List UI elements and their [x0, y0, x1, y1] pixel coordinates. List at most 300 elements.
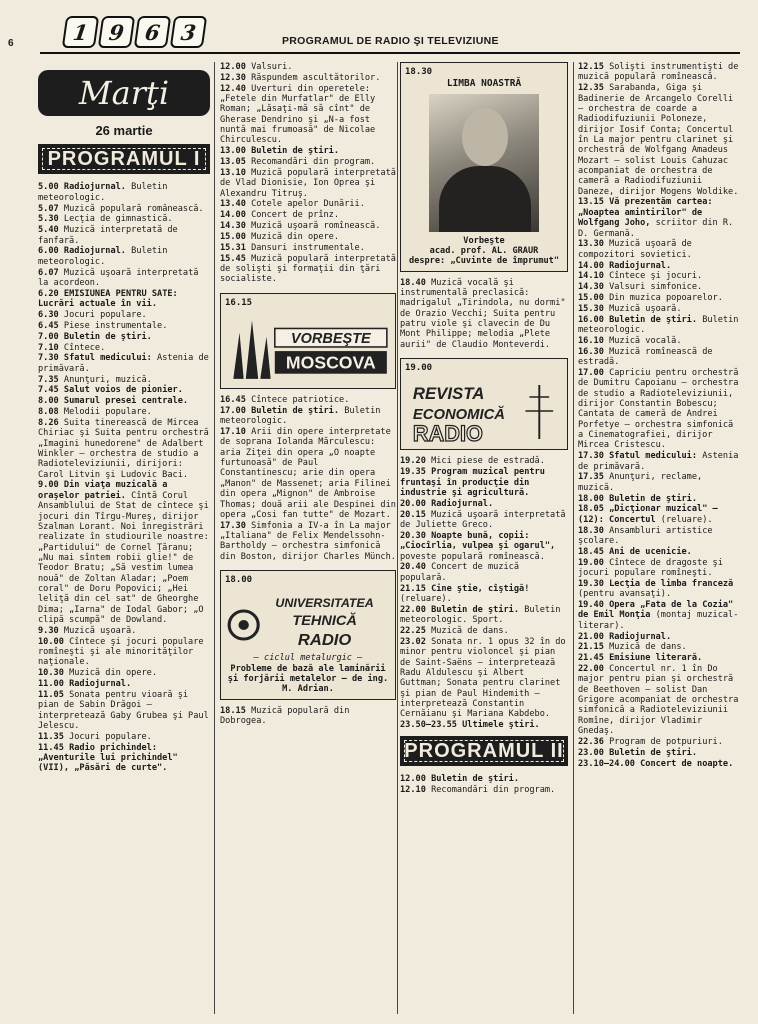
column-1 [38, 62, 210, 774]
entry-time: 22.25 [400, 625, 426, 636]
entry-description: Anunţuri, reclame, muzică. [578, 472, 703, 493]
entry-description: Lecţia de gimnastică. [63, 214, 173, 225]
schedule-entry [578, 653, 740, 663]
schedule-entry [38, 310, 210, 320]
entry-time: 15.31 [220, 242, 246, 253]
entry-time: 20.40 [400, 562, 426, 573]
entry-description: Muzică populară interpretată de solişti şi formaţii din ţări socialiste. [220, 253, 396, 285]
entry-title: Vă prezentăm cartea: „Noaptea amintirilor" de Wolfgang Joho, [578, 197, 713, 229]
entry-time: 18.00 [578, 493, 604, 504]
revista-line3: RADIO [412, 421, 483, 446]
revista-line2: ECONOMICĂ [412, 407, 505, 424]
schedule-entry [38, 214, 210, 224]
entry-description: Capriciu pentru orchestră de Dumitru Capoianu — orchestra de studio a Radioteleviziunii, dirijor Constantin Bobescu; Cantata de cameră de Andrei Porfetye — orchestra simfonică a Cinematografiei, dirijor Mircea Cristescu. [578, 367, 739, 451]
schedule-entry [38, 626, 210, 636]
entry-title: Radiojurnal. [69, 679, 132, 689]
schedule-entry [38, 289, 210, 310]
schedule-entry [578, 579, 740, 600]
entry-description: Jocuri populare. [63, 309, 147, 320]
box-time: 19.00 [405, 363, 433, 374]
entry-time: 6.07 [38, 267, 59, 278]
entry-title: Sfatul medicului: [63, 353, 152, 364]
year-digit: 1 [62, 16, 99, 48]
entry-description: Suita tinerească de Mircea Chiriac şi Suita pentru orchestră „Imagini hunedorene" de Adalbert Winkler — orchestra de studio a Radioteleviziunii, dirijori: Carol Litvin şi Ludovic Baci. [38, 417, 209, 480]
box-time: 16.15 [225, 297, 253, 308]
schedule-entry [220, 232, 396, 242]
limba-noastra-box [400, 62, 568, 272]
entry-title: Radiojurnal. [431, 498, 494, 509]
entry-time: 9.00 [38, 480, 59, 491]
entry-time: 13.15 [578, 197, 604, 208]
entry-time: 6.00 [38, 246, 59, 257]
entry-description: Valsuri. [251, 62, 293, 72]
schedule-entry [578, 315, 740, 336]
entry-time: 13.05 [220, 157, 246, 168]
utr-line2: TEHNICĂ [292, 613, 357, 630]
entry-time: 16.10 [578, 335, 604, 346]
entry-time: 18.45 [578, 546, 604, 557]
schedule-entry [38, 732, 210, 742]
schedule-entry [578, 271, 740, 281]
entry-time: 18.30 [578, 525, 604, 536]
schedule-entry [220, 146, 396, 156]
schedule-entry [578, 748, 740, 758]
schedule-entry [578, 504, 740, 525]
schedule-entry [578, 642, 740, 652]
entry-time: 14.30 [578, 282, 604, 293]
entry-time: 23.00 [578, 747, 604, 758]
utr-line3: RADIO [297, 631, 352, 650]
column-3 [400, 62, 568, 796]
entry-title: Buletin de ştiri. [251, 405, 340, 416]
entry-description: Buletin meteorologic. Sport. [400, 604, 561, 626]
entry-time: 23.10—24.00 [578, 758, 635, 769]
entry-title: Opera „Fata de la Cozia" de Emil Monţia [578, 600, 734, 621]
year-digit: 9 [98, 16, 135, 48]
entry-time: 14.10 [578, 271, 604, 282]
entry-time: 9.30 [38, 625, 59, 636]
entry-time: 19.40 [578, 600, 604, 611]
schedule-entry [220, 199, 396, 209]
box-time: 18.30 [405, 67, 433, 77]
entry-title: Radio prichindel: „Aventurile lui prichindel" (VII), „Păsări de curte". [38, 742, 178, 774]
schedule-list [38, 182, 210, 773]
schedule-entry [38, 407, 210, 417]
schedule-entry [220, 243, 396, 253]
utr-cycle: — ciclul metalurgic — [253, 653, 363, 664]
schedule-entry [578, 558, 740, 579]
entry-description: Anunţuri, muzică. [63, 374, 152, 385]
entry-description: scriitor din R. D. Germană. [578, 218, 734, 239]
schedule-entry [578, 547, 740, 557]
entry-description: Uverturi din operetele: „Fetele din Murfatlar" de Elly Roman; „Lăsaţi-mă să cînt" de Gherase Dendrino şi „N-a fost nuntă mai frumoasă" de Nicolae Chirculescu. [220, 83, 376, 146]
entry-description: Melodii populare. [63, 407, 152, 418]
schedule-list [220, 706, 396, 727]
limba-noastra-title: LIMBA NOASTRĂ [446, 78, 522, 90]
day-banner: Marţi [38, 70, 210, 116]
schedule-entry [400, 626, 568, 636]
entry-description: Concertul nr. 1 în Do major pentru pian şi orchestră de Beethoven — solist Dan Grigore acompaniat de orchestra simfonică a Radioteleviziunii Romîne, dirijor Vladimir Gnedaş. [578, 664, 739, 737]
entry-time: 16.30 [578, 346, 604, 357]
entry-description: (montaj muzical-literar). [578, 610, 739, 631]
entry-description: Muzică vocală şi instrumentală preclasică: madrigalul „Tirindola, nu dormi" de Orazio Vecchi; Suita pentru patru viole şi clavecin de Du Mont Philippe; melodia „Plete aurii" de Claudio Monteverdi. [400, 277, 566, 350]
entry-description: Jocuri populare. [69, 731, 152, 742]
year-digit: 6 [134, 16, 171, 48]
speaker-photo [429, 94, 539, 232]
schedule-list [220, 62, 396, 285]
entry-title: Buletin de ştiri. [431, 774, 520, 785]
schedule-entry [578, 600, 740, 631]
entry-time: 18.05 [578, 504, 604, 515]
entry-time: 14.30 [220, 221, 246, 232]
entry-title: Program muzical pentru fruntaşi în producţie din industrie şi agricultură. [400, 467, 545, 498]
schedule-entry [400, 562, 568, 583]
universitatea-tehnica-box [220, 570, 396, 700]
schedule-entry [578, 261, 740, 271]
entry-description: Recomandări din program. [431, 785, 556, 796]
entry-time: 12.15 [578, 62, 604, 72]
moscova-logo [225, 312, 391, 384]
entry-time: 14.00 [220, 210, 246, 221]
entry-time: 12.00 [400, 774, 426, 785]
entry-time: 5.40 [38, 225, 59, 236]
entry-title: Radiojurnal. [609, 260, 672, 271]
entry-time: 7.30 [38, 353, 59, 364]
entry-description: Arii din opere interpretate de soprana Iolanda Mărculescu: aria Ziţei din opera „O noapte furtunoasă" de Paul Constantinescu; arie din opera „Manon" de Massenet; aria Filinei din opera „Mignon" de Ambroise Thomas; două arii ale Despinei din opera „Cosi fan tutte" de Mozart. [220, 427, 396, 520]
entry-time: 12.30 [220, 72, 246, 83]
day-date: 26 martie [95, 123, 153, 138]
entry-description: Concert de muzică populară. [400, 562, 520, 583]
entry-title: Noapte bună, copii: „Ciocîrlia, vulpea şi ogarul", [400, 530, 556, 552]
entry-description: Cîntece şi jocuri populare romîneşti şi ale minorităţilor naţionale. [38, 636, 204, 668]
entry-time: 17.30 [578, 451, 604, 462]
header-divider [40, 52, 740, 54]
entry-title: Ultimele ştiri. [462, 720, 540, 731]
entry-title: Buletin de ştiri. [609, 314, 698, 325]
schedule-entry [400, 584, 568, 605]
entry-title: Buletin de ştiri. [609, 747, 698, 758]
schedule-entry [578, 197, 740, 238]
page-number: 6 [8, 38, 14, 49]
entry-time: 7.10 [38, 342, 59, 353]
entry-time: 22.00 [578, 664, 604, 675]
entry-description: Muzică uşoară romînească. [251, 221, 381, 232]
column-divider [214, 62, 215, 1014]
entry-description: Program de potpuriuri. [609, 737, 723, 747]
entry-description: Muzică uşoară de compozitori sovietici. [578, 239, 692, 260]
entry-time: 17.35 [578, 472, 604, 483]
entry-time: 23.02 [400, 636, 426, 647]
schedule-entry [220, 221, 396, 231]
entry-time: 18.40 [400, 277, 426, 288]
schedule-entry [38, 396, 210, 406]
box-time: 18.00 [225, 575, 253, 586]
entry-description: Cotele apelor Dunării. [251, 199, 365, 210]
entry-time: 19.00 [578, 557, 604, 568]
entry-time: 21.15 [578, 642, 604, 653]
vorbeste-moscova-box [220, 293, 396, 389]
entry-description: Muzică romînească de estradă. [578, 346, 713, 368]
schedule-entry [38, 225, 210, 246]
entry-time: 17.10 [220, 427, 246, 438]
entry-description: Muzică uşoară. [609, 303, 682, 314]
entry-description: Sonata pentru vioară şi pian de Sabin Drăgoi — interpretează Gaby Grubea şi Paul Jelescu. [38, 689, 209, 731]
entry-description: Astenia de primăvară. [578, 451, 739, 472]
entry-description: (reluare). [660, 514, 713, 525]
column-divider [397, 62, 398, 1014]
entry-description: Valsuri simfonice. [609, 282, 703, 293]
schedule-entry [400, 774, 568, 784]
entry-time: 5.00 [38, 182, 59, 193]
entry-title: Sumarul presei centrale. [63, 396, 189, 407]
schedule-entry [38, 637, 210, 668]
entry-description: Muzică din opere. [69, 668, 158, 679]
schedule-entry [220, 395, 396, 405]
entry-description: Concert de prînz. [251, 210, 340, 221]
entry-time: 8.08 [38, 407, 59, 418]
schedule-entry [220, 254, 396, 285]
entry-time: 16.45 [220, 395, 246, 406]
schedule-entry [220, 406, 396, 427]
schedule-entry [220, 73, 396, 83]
utr-logo [225, 589, 391, 653]
schedule-entry [38, 343, 210, 353]
entry-time: 6.30 [38, 309, 59, 320]
revista-logo [405, 377, 563, 445]
entry-time: 17.00 [220, 405, 246, 416]
entry-time: 13.00 [220, 146, 246, 157]
entry-time: 13.30 [578, 239, 604, 250]
entry-title: Salut voios de pionier. [63, 385, 183, 396]
entry-description: Cîntece. [63, 342, 106, 353]
schedule-entry [400, 605, 568, 626]
entry-title: Buletin de ştiri. [251, 146, 340, 157]
schedule-entry [38, 743, 210, 774]
entry-title: Buletin de ştiri. [609, 493, 698, 504]
program-2-banner: PROGRAMUL II [400, 736, 568, 766]
entry-time: 16.00 [578, 314, 604, 325]
entry-description: Răspundem ascultătorilor. [251, 72, 381, 83]
entry-description: Piese instrumentale. [63, 320, 168, 331]
schedule-entry [220, 706, 396, 727]
schedule-list [400, 774, 568, 795]
entry-time: 10.00 [38, 636, 64, 647]
entry-title: EMISIUNEA PENTRU SATE: Lucrări actuale în vii. [38, 288, 178, 310]
entry-time: 12.10 [400, 785, 426, 796]
entry-title: Ani de ucenicie. [609, 546, 692, 557]
entry-title: Radiojurnal. [609, 631, 672, 642]
entry-time: 11.35 [38, 731, 64, 742]
entry-time: 5.07 [38, 203, 59, 214]
entry-time: 21.45 [578, 653, 604, 664]
entry-description: Mici piese de estradă. [431, 456, 545, 467]
entry-description: Din muzica popoarelor. [609, 293, 723, 304]
entry-title: Cine ştie, cîştigă! [431, 583, 530, 594]
entry-time: 11.00 [38, 679, 64, 689]
entry-description: Muzică populară românească. [63, 203, 204, 214]
revista-line1: REVISTA [412, 384, 485, 404]
speaker-topic: despre: „Cuvinte de împrumut" [408, 256, 560, 267]
entry-description: Muzică de dans. [609, 642, 687, 653]
schedule-entry [38, 204, 210, 214]
schedule-entry [38, 332, 210, 342]
entry-description: Buletin meteorologic. [38, 246, 168, 267]
schedule-entry [578, 282, 740, 292]
schedule-entry [400, 720, 568, 730]
entry-time: 12.00 [220, 62, 246, 72]
year-logo [64, 16, 205, 48]
schedule-list [400, 456, 568, 730]
schedule-entry [220, 168, 396, 199]
schedule-entry [400, 531, 568, 562]
schedule-entry [578, 472, 740, 493]
entry-description: Buletin meteorologic. [38, 182, 168, 203]
schedule-list [220, 395, 396, 562]
schedule-entry [578, 737, 740, 747]
entry-description: Muzică interpretată de fanfară. [38, 225, 178, 246]
column-divider [573, 62, 574, 1014]
utr-line1: UNIVERSITATEA [275, 596, 374, 611]
schedule-entry [578, 759, 740, 769]
entry-time: 17.00 [578, 367, 604, 378]
entry-title: Sfatul medicului: [609, 451, 698, 462]
entry-title: Buletin de ştiri. [431, 604, 520, 615]
entry-time: 18.15 [220, 705, 246, 716]
entry-title: Radiojurnal. [63, 246, 126, 257]
entry-description: Muzică de dans. [431, 625, 509, 636]
schedule-entry [38, 679, 210, 689]
entry-time: 23.50—23.55 [400, 720, 457, 731]
entry-description: Solişti instrumentişti de muzică populară romînească. [578, 62, 739, 83]
entry-description: Cîntece de dragoste şi jocuri populare romîneşti. [578, 557, 723, 578]
schedule-entry [400, 278, 568, 350]
entry-description: Buletin meteorologic. [220, 405, 381, 427]
entry-time: 21.00 [578, 631, 604, 642]
entry-time: 13.10 [220, 167, 246, 178]
entry-description: Recomandări din program. [251, 157, 376, 168]
entry-time: 15.00 [578, 293, 604, 304]
schedule-entry [220, 62, 396, 72]
column-4 [578, 62, 740, 770]
schedule-entry [38, 385, 210, 395]
entry-description: Muzică vocală. [609, 335, 682, 346]
schedule-entry [38, 690, 210, 731]
entry-time: 13.40 [220, 199, 246, 210]
entry-time: 20.30 [400, 530, 426, 541]
entry-time: 15.00 [220, 232, 246, 242]
entry-time: 6.20 [38, 288, 59, 299]
entry-description: Muzică populară interpretată de Vlad Dionisie, Ion Oprea şi Alexandru Titruş. [220, 167, 396, 199]
entry-title: Lecţia de limba franceză [609, 578, 734, 589]
entry-description: (pentru avansaţi). [578, 589, 672, 600]
schedule-entry [38, 182, 210, 203]
entry-time: 21.15 [400, 583, 426, 594]
schedule-entry [400, 785, 568, 795]
entry-description: Cîntece şi jocuri. [609, 271, 703, 282]
entry-time: 19.35 [400, 467, 426, 478]
schedule-entry [220, 521, 396, 562]
entry-time: 17.30 [220, 520, 246, 531]
schedule-entry [220, 157, 396, 167]
schedule-entry [38, 353, 210, 374]
entry-description: Sonata nr. 1 opus 32 în do minor pentru violoncel şi pian de Saint-Saëns — interpretează Radu Aldulescu şi Albert Guttman; Sonata pentru clarinet şi pian de Paul Hindemith — interpretează Constantin Cernăianu şi Mariana Kabdebo. [400, 636, 566, 720]
entry-description: Cîntă Corul Ansamblului de Stat de cîntece şi jocuri din Tîrgu-Mureş, dirijor Szalman Lorant. Noi înregistrări realizate în studiourile noastre: „Partidului" de Cornel Ţăranu; „Nu mai sîntem robii glie!" de Teodor Bratu; „Să vestim lumea nouă" de Zoltan Aladar; „Poem coral" de Doru Popovici; „Hei leliţă din cel sat" de Gheorghe Dima; „Iarna" de Iodal Gabor; „O clipă scumpă" de Dowland. [38, 490, 209, 625]
schedule-entry [220, 210, 396, 220]
schedule-entry [400, 510, 568, 531]
entry-time: 20.00 [400, 498, 426, 509]
entry-time: 15.45 [220, 253, 246, 264]
moscova-line1: VORBEŞTE [290, 330, 371, 347]
schedule-entry [578, 304, 740, 314]
entry-title: Concert de noapte. [640, 758, 734, 769]
entry-title: „Dicţionar muzical" — (12): Concertul [578, 504, 718, 525]
schedule-entry [578, 347, 740, 368]
schedule-entry [38, 246, 210, 267]
schedule-entry [38, 418, 210, 480]
entry-title: Emisiune literară. [609, 653, 703, 664]
speaker-name: acad. prof. AL. GRAUR [429, 246, 539, 257]
utr-subject: Probleme de bază ale laminării şi forjării metalelor — de ing. M. Adrian. [227, 663, 389, 695]
entry-time: 5.30 [38, 214, 59, 225]
entry-description: Muzică populară din Dobrogea. [220, 705, 350, 727]
moscova-line2: MOSCOVA [285, 352, 376, 373]
entry-description: Dansuri instrumentale. [251, 242, 365, 253]
entry-time: 11.05 [38, 689, 64, 700]
revista-economica-box [400, 358, 568, 450]
schedule-entry [578, 451, 740, 472]
year-digit: 3 [170, 16, 207, 48]
column-2 [220, 62, 396, 727]
speaker-caption: Vorbeşte [463, 235, 505, 246]
entry-title: Din viaţa muzicală a oraşelor patriei. [38, 480, 168, 501]
entry-description: poveste populară romînească. [400, 551, 545, 562]
entry-time: 11.45 [38, 742, 64, 753]
schedule-entry [400, 456, 568, 466]
entry-description: Astenia de primăvară. [38, 353, 209, 374]
schedule-entry [38, 375, 210, 385]
entry-description: Simfonia a IV-a în La major „Italiana" de Felix Mendelssohn-Bartholdy — orchestra simfonică din Boston, dirijor Charles Münch. [220, 520, 396, 562]
page-header-title: PROGRAMUL DE RADIO ŞI TELEVIZIUNE [282, 35, 499, 47]
program-1-banner: PROGRAMUL I [38, 144, 210, 174]
schedule-entry [578, 526, 740, 547]
entry-time: 15.30 [578, 303, 604, 314]
entry-title: Radiojurnal. [63, 182, 126, 193]
schedule-entry [578, 336, 740, 346]
entry-time: 6.45 [38, 320, 59, 331]
schedule-entry [220, 84, 396, 146]
schedule-entry [578, 83, 740, 197]
entry-time: 7.35 [38, 374, 59, 385]
entry-time: 22.36 [578, 737, 604, 747]
entry-time: 19.20 [400, 456, 426, 467]
entry-description: Ansambluri artistice şcolare. [578, 525, 713, 546]
entry-time: 10.30 [38, 668, 64, 679]
entry-time: 19.30 [578, 578, 604, 589]
entry-description: Muzică uşoară. [63, 625, 137, 636]
schedule-entry [578, 293, 740, 303]
schedule-entry [400, 499, 568, 509]
schedule-entry [400, 637, 568, 720]
entry-description: Buletin meteorologic. [578, 314, 739, 336]
schedule-entry [38, 480, 210, 625]
schedule-entry [578, 632, 740, 642]
entry-description: Muzică uşoară interpretată de Juliette Greco. [400, 509, 566, 531]
entry-time: 12.40 [220, 83, 246, 94]
entry-time: 7.00 [38, 331, 59, 342]
schedule-entry [578, 494, 740, 504]
entry-time: 8.26 [38, 417, 59, 428]
schedule-entry [38, 321, 210, 331]
